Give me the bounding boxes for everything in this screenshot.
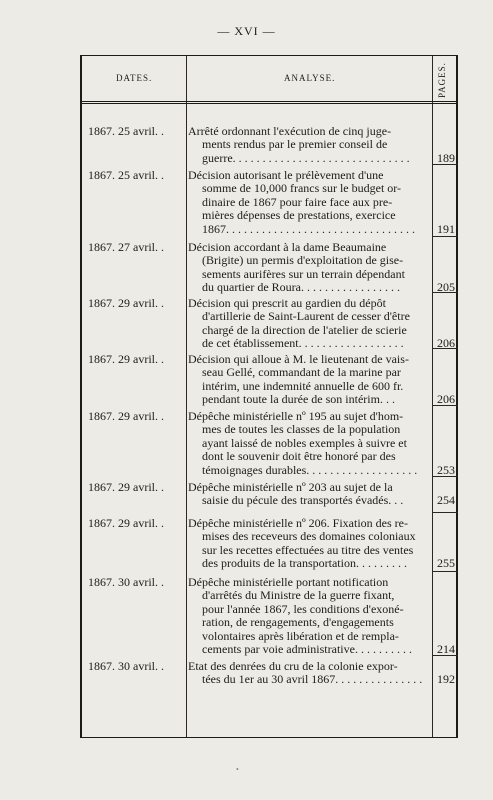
column-divider-dates bbox=[186, 56, 187, 737]
page-column-rule bbox=[432, 236, 458, 237]
column-divider-pages bbox=[432, 56, 433, 737]
entry-analysis bbox=[188, 353, 430, 407]
entry-analysis bbox=[188, 481, 430, 508]
entry-page-number: 214 bbox=[437, 642, 455, 656]
header-double-rule bbox=[82, 101, 456, 104]
entry-page-number: 255 bbox=[437, 556, 455, 571]
page-column-rule bbox=[432, 571, 458, 572]
analysis-line: 1867. . . . . . . . . . . . . . . . . . . . . . . . . . . . . . . . bbox=[202, 222, 415, 236]
analysis-line: des produits de la transportation. . . . . . . . . bbox=[202, 557, 407, 571]
analysis-line: dinaire de 1867 pour faire face aux pre- bbox=[202, 195, 393, 209]
analysis-line: seau Gellé, commandant de la marine par bbox=[202, 366, 401, 380]
analysis-line: sements aurifères sur un terrain dépendant bbox=[202, 267, 405, 281]
entry-date: 1867. 30 avril. . bbox=[88, 659, 164, 673]
page-column-rule bbox=[432, 292, 458, 293]
analysis-line: Décision qui alloue à M. le lieutenant de vais- bbox=[188, 353, 409, 366]
analysis-line: d'arrêtés du Ministre de la guerre fixant, bbox=[202, 589, 395, 603]
analysis-line: somme de 10,000 francs sur le budget or- bbox=[202, 182, 402, 196]
analysis-line: sur les recettes effectuées au titre des ventes bbox=[202, 543, 414, 557]
entry-date: 1867. 25 avril. . bbox=[88, 168, 164, 182]
page-column-rule bbox=[432, 476, 458, 477]
page-number-header: — XVI — bbox=[217, 24, 276, 38]
analysis-line: de cet établissement. . . . . . . . . . . . . . . . . . bbox=[202, 337, 404, 351]
entry-page-number: 254 bbox=[437, 493, 455, 508]
analysis-line: Décision accordant à la dame Beaumaine bbox=[188, 241, 387, 254]
entry-date: 1867. 30 avril. . bbox=[88, 575, 164, 589]
analysis-line: Etat des denrées du cru de la colonie expor- bbox=[188, 660, 398, 673]
analysis-line: cements par voie administrative. . . . . . . . . . bbox=[202, 642, 412, 656]
entry-date: 1867. 27 avril. . bbox=[88, 240, 164, 254]
entry-page-number: 191 bbox=[437, 221, 455, 236]
entry-analysis bbox=[188, 660, 430, 687]
entry-page-number: 206 bbox=[437, 336, 455, 351]
entry-page-number: 189 bbox=[437, 150, 455, 165]
entry-analysis bbox=[188, 576, 430, 656]
column-header-analyse: ANALYSE. bbox=[284, 73, 336, 83]
analysis-line: tées du 1er au 30 avril 1867. . . . . . . . . . . . . . . bbox=[202, 673, 423, 687]
page-column-rule bbox=[432, 348, 458, 349]
analysis-line: saisie du pécule des transportés évadés. . . bbox=[202, 494, 404, 508]
analysis-line: témoignages durables. . . . . . . . . . . . . . . . . . . bbox=[202, 463, 418, 477]
entry-date: 1867. 29 avril. . bbox=[88, 516, 164, 530]
entry-date: 1867. 25 avril. . bbox=[88, 124, 164, 138]
analysis-line: Dépêche ministérielle portant notification bbox=[188, 576, 389, 589]
entry-analysis bbox=[188, 169, 430, 236]
entry-page-number: 192 bbox=[437, 672, 455, 687]
analysis-line: guerre. . . . . . . . . . . . . . . . . . . . . . . . . . . . . . bbox=[202, 151, 410, 165]
analysis-line: (Brigite) un permis d'exploitation de gise- bbox=[202, 254, 404, 268]
page-column-rule bbox=[432, 655, 458, 656]
analysis-line: mières dépenses de prestations, exercice bbox=[202, 209, 396, 223]
table-frame bbox=[80, 55, 458, 738]
entry-analysis bbox=[188, 297, 430, 351]
entry-date: 1867. 29 avril. . bbox=[88, 296, 164, 310]
analysis-line: dont le souvenir doit être honoré par des bbox=[202, 450, 396, 464]
page-speck: • bbox=[236, 765, 239, 774]
analysis-line: ments rendus par le premier conseil de bbox=[202, 138, 388, 152]
entry-date: 1867. 29 avril. . bbox=[88, 352, 164, 366]
entry-analysis bbox=[188, 241, 430, 295]
analysis-line: ayant laissé de nobles exemples à suivre et bbox=[202, 436, 407, 450]
page-column-rule bbox=[432, 512, 458, 513]
analysis-line: mes de toutes les classes de la population bbox=[202, 423, 401, 437]
entry-page-number: 253 bbox=[437, 462, 455, 477]
page-column-rule bbox=[432, 164, 458, 165]
entry-analysis bbox=[188, 125, 430, 165]
analysis-line: Décision autorisant le prélèvement d'une bbox=[188, 169, 384, 182]
analysis-line: ration, de rengagements, d'engagements bbox=[202, 616, 394, 630]
analysis-line: Arrêté ordonnant l'exécution de cinq juge- bbox=[188, 125, 392, 138]
analysis-line: mises des receveurs des domaines coloniaux bbox=[202, 530, 416, 544]
analysis-line: Dépêche ministérielle nº 195 au sujet d'hom- bbox=[188, 410, 404, 423]
page-column-rule bbox=[432, 405, 458, 406]
analysis-line: du quartier de Roura. . . . . . . . . . . . . . . . . bbox=[202, 281, 400, 295]
column-header-pages: PAGES. bbox=[437, 62, 447, 98]
analysis-line: volontaires après libération et de rempla- bbox=[202, 629, 399, 643]
column-header-dates: DATES. bbox=[116, 73, 153, 83]
analysis-line: pour l'année 1867, les conditions d'exoné- bbox=[202, 602, 404, 616]
entry-page-number: 206 bbox=[437, 392, 455, 407]
analysis-line: intérim, une indemnité annuelle de 600 fr. bbox=[202, 379, 404, 393]
analysis-line: chargé de la direction de l'atelier de scierie bbox=[202, 323, 407, 337]
analysis-line: Décision qui prescrit au gardien du dépôt bbox=[188, 297, 386, 310]
entry-analysis bbox=[188, 517, 430, 571]
analysis-line: d'artillerie de Saint-Laurent de cesser d'être bbox=[202, 310, 410, 324]
entry-page-number: 205 bbox=[437, 280, 455, 295]
entry-date: 1867. 29 avril. . bbox=[88, 480, 164, 494]
analysis-line: pendant toute la durée de son intérim. . . bbox=[202, 393, 395, 407]
entry-analysis bbox=[188, 410, 430, 477]
entry-date: 1867. 29 avril. . bbox=[88, 409, 164, 423]
analysis-line: Dépêche ministérielle nº 206. Fixation des re- bbox=[188, 517, 408, 530]
analysis-line: Dépêche ministérielle nº 203 au sujet de la bbox=[188, 481, 393, 494]
